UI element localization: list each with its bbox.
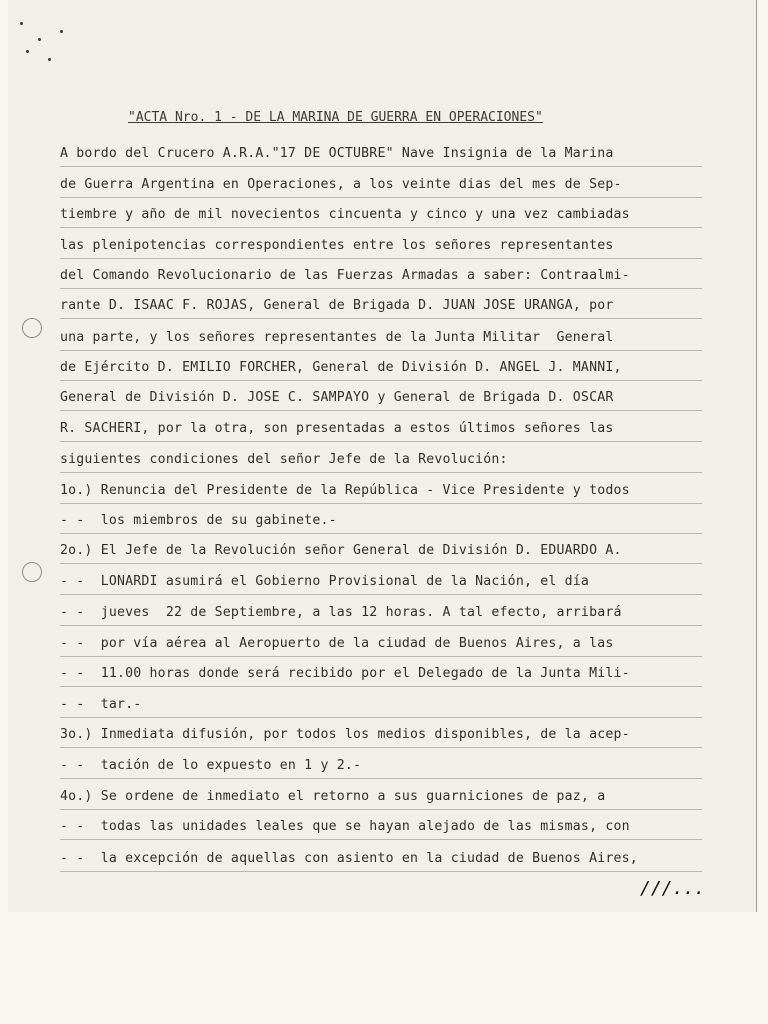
punch-hole <box>22 562 42 582</box>
ruled-line <box>60 166 702 167</box>
ruled-line <box>60 871 702 872</box>
blank-margin <box>0 912 768 1024</box>
ruled-line <box>60 747 702 748</box>
text-line: - - tar.- <box>60 697 142 712</box>
text-line: General de División D. JOSE C. SAMPAYO y General de Brigada D. OSCAR <box>60 390 614 405</box>
ruled-line <box>60 197 702 198</box>
ruled-line <box>60 563 702 564</box>
ruled-line <box>60 318 702 319</box>
text-line: las plenipotencias correspondientes entre los señores representantes <box>60 238 614 253</box>
ruled-line <box>60 625 702 626</box>
ink-speck <box>20 22 23 25</box>
ink-speck <box>26 50 29 53</box>
ruled-line <box>60 533 702 534</box>
text-line: - - la excepción de aquellas con asiento en la ciudad de Buenos Aires, <box>60 851 638 866</box>
ink-speck <box>48 58 51 61</box>
text-line: - - 11.00 horas donde será recibido por el Delegado de la Junta Mili- <box>60 666 630 681</box>
text-line: - - los miembros de su gabinete.- <box>60 513 337 528</box>
ruled-line <box>60 656 702 657</box>
ruled-line <box>60 441 702 442</box>
ruled-line <box>60 380 702 381</box>
ruled-line <box>60 472 702 473</box>
text-line: del Comando Revolucionario de las Fuerzas Armadas a saber: Contraalmi- <box>60 268 630 283</box>
text-line: 2o.) El Jefe de la Revolución señor General de División D. EDUARDO A. <box>60 543 622 558</box>
document-title: "ACTA Nro. 1 - DE LA MARINA DE GUERRA EN OPERACIONES" <box>128 110 543 125</box>
continuation-mark: ///... <box>640 878 706 899</box>
punch-hole <box>22 318 42 338</box>
ruled-line <box>60 594 702 595</box>
text-line: - - por vía aérea al Aeropuerto de la ciudad de Buenos Aires, a las <box>60 636 614 651</box>
ruled-line <box>60 227 702 228</box>
ruled-line <box>60 288 702 289</box>
ruled-line <box>60 503 702 504</box>
text-line: rante D. ISAAC F. ROJAS, General de Brigada D. JUAN JOSE URANGA, por <box>60 298 614 313</box>
ruled-line <box>60 778 702 779</box>
ruled-line <box>60 410 702 411</box>
ruled-line <box>60 839 702 840</box>
text-line: - - tación de lo expuesto en 1 y 2.- <box>60 758 362 773</box>
ink-speck <box>38 38 41 41</box>
ink-speck <box>60 30 63 33</box>
text-line: una parte, y los señores representantes de la Junta Militar General <box>60 330 614 345</box>
text-line: de Ejército D. EMILIO FORCHER, General de División D. ANGEL J. MANNI, <box>60 360 622 375</box>
ruled-line <box>60 686 702 687</box>
ruled-line <box>60 350 702 351</box>
ruled-line <box>60 258 702 259</box>
text-line: A bordo del Crucero A.R.A."17 DE OCTUBRE" Nave Insignia de la Marina <box>60 146 614 161</box>
text-line: de Guerra Argentina en Operaciones, a los veinte dias del mes de Sep- <box>60 177 622 192</box>
text-line: siguientes condiciones del señor Jefe de la Revolución: <box>60 452 508 467</box>
text-line: - - jueves 22 de Septiembre, a las 12 horas. A tal efecto, arribará <box>60 605 622 620</box>
text-line: 4o.) Se ordene de inmediato el retorno a sus guarniciones de paz, a <box>60 789 606 804</box>
text-line: tiembre y año de mil novecientos cincuenta y cinco y una vez cambiadas <box>60 207 630 222</box>
ruled-line <box>60 717 702 718</box>
ruled-line <box>60 809 702 810</box>
text-line: R. SACHERI, por la otra, son presentadas a estos últimos señores las <box>60 421 614 436</box>
text-line: - - todas las unidades leales que se hayan alejado de las mismas, con <box>60 819 630 834</box>
text-line: - - LONARDI asumirá el Gobierno Provisional de la Nación, el día <box>60 574 590 589</box>
text-line: 3o.) Inmediata difusión, por todos los medios disponibles, de la acep- <box>60 727 630 742</box>
text-line: 1o.) Renuncia del Presidente de la República - Vice Presidente y todos <box>60 483 630 498</box>
